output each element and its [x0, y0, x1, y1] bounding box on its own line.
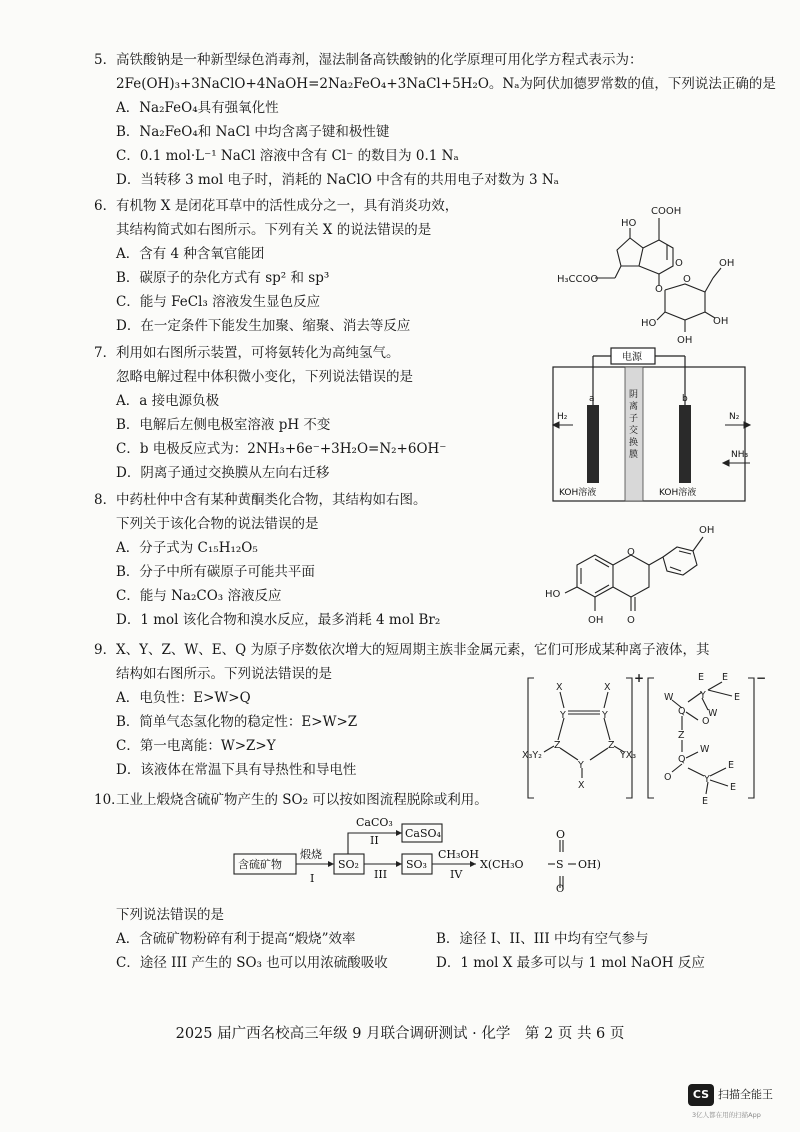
option-b: B．简单气态氢化物的稳定性：E>W>Z [116, 714, 358, 730]
q10-flow-diagram [230, 812, 650, 895]
struct-label: OH [719, 258, 735, 269]
option-d: D．当转移 3 mol 电子时，消耗的 NaClO 中含有的共用电子对数为 3 Nₐ [116, 172, 559, 188]
struct-label: Z [554, 740, 561, 751]
struct-label: OH [588, 615, 604, 626]
membrane-char: 换 [629, 438, 639, 448]
struct-label: Y [700, 690, 706, 701]
question-7 [94, 341, 446, 485]
struct-label: Q [678, 754, 686, 765]
question-number: 7． [94, 345, 117, 361]
option-a: A．a 接电源负极 [116, 393, 220, 409]
question-line1: 中药杜仲中含有某种黄酮类化合物，其结构如右图。 [116, 492, 427, 508]
option-b: B．电解后左侧电极室溶液 pH 不变 [116, 417, 331, 433]
flow-caco3: CaCO₃ [356, 816, 393, 829]
option-c: C．b 电极反应式为：2NH₃+6e⁻+3H₂O=N₂+6OH⁻ [116, 441, 447, 457]
flow-product-suffix: OH) [578, 858, 601, 871]
membrane-char: 离 [629, 402, 639, 412]
question-5 [94, 48, 776, 192]
flow-product-s: S [556, 858, 564, 871]
struct-label: O [664, 772, 672, 783]
q8-structure-diagram [545, 515, 735, 635]
option-d: D．阴离子通过交换膜从左向右迁移 [116, 465, 330, 481]
question-line2: 忽略电解过程中体积微小变化，下列说法错误的是 [116, 369, 413, 385]
struct-label: X [556, 682, 563, 693]
membrane-char: 交 [629, 426, 639, 436]
struct-label: HO [621, 218, 637, 229]
question-line1: X、Y、Z、W、E、Q 为原子序数依次增大的短周期主族非金属元素，它们可形成某种离子液体，其 [116, 642, 710, 658]
electrode-a [587, 405, 599, 483]
cs-logo-icon: CS [688, 1084, 714, 1106]
q7-electrolysis-cell [545, 345, 755, 505]
option-b: B．Na₂FeO₄和 NaCl 中均含离子键和极性键 [116, 124, 390, 140]
option-a: A．Na₂FeO₄具有强氧化性 [116, 100, 279, 116]
flow-product-prefix: X(CH₃O [480, 858, 524, 871]
flow-step-1: I [310, 872, 315, 885]
flow-step-2: II [370, 834, 379, 847]
struct-label: E [730, 782, 737, 793]
flow-step-4: IV [450, 868, 463, 881]
struct-label: W [664, 692, 674, 703]
question-number: 9． [94, 642, 117, 658]
flow-caso4: CaSO₄ [405, 827, 441, 840]
question-line1: 工业上煅烧含硫矿物产生的 SO₂ 可以按如图流程脱除或利用。 [116, 792, 488, 808]
option-d: D．该液体在常温下具有导热性和导电性 [116, 762, 357, 778]
struct-label: Z [608, 740, 615, 751]
question-6 [94, 194, 458, 338]
struct-label: O [683, 274, 691, 285]
struct-label: E [728, 760, 735, 771]
membrane-char: 膜 [629, 450, 639, 460]
option-c: C．0.1 mol·L⁻¹ NaCl 溶液中含有 Cl⁻ 的数目为 0.1 Nₐ [116, 148, 459, 164]
option-c: C．第一电离能：W>Z>Y [116, 738, 276, 754]
page-footer: 2025 届广西名校高三年级 9 月联合调研测试 · 化学 第 2 页 共 6 页 [175, 1026, 625, 1042]
struct-label: Y [602, 710, 608, 721]
struct-label: E [702, 796, 709, 807]
option-a: A．含有 4 种含氧官能团 [116, 246, 265, 262]
question-intro: 高铁酸钠是一种新型绿色消毒剂，湿法制备高铁酸钠的化学原理可用化学方程式表示为： [116, 52, 643, 68]
question-number: 5． [94, 52, 117, 68]
flow-so2: SO₂ [338, 858, 359, 871]
n2-label: N₂ [729, 412, 740, 422]
question-line1: 利用如右图所示装置，可将氨转化为高纯氢气。 [116, 345, 400, 361]
right-solution-label: KOH溶液 [659, 488, 697, 498]
question-line2: 结构如右图所示。下列说法错误的是 [116, 666, 332, 682]
question-line2: 下列说法错误的是 [116, 907, 224, 923]
question-number: 6． [94, 198, 117, 214]
nh3-label: NH₃ [731, 450, 749, 460]
question-line1: 有机物 X 是闭花耳草中的活性成分之一，具有消炎功效， [116, 198, 459, 214]
struct-label: COOH [651, 206, 682, 217]
struct-label: O [627, 547, 635, 558]
question-10-options [94, 903, 756, 975]
membrane-char: 阴 [629, 390, 639, 400]
anion-charge: − [756, 671, 767, 685]
electrode-b [679, 405, 691, 483]
question-10 [94, 788, 488, 812]
question-8 [94, 488, 440, 632]
question-equation: 2Fe(OH)₃+3NaClO+4NaOH=2Na₂FeO₄+3NaCl+5H₂O。Nₐ为阿伏加德罗常数的值，下列说法正确的是 [116, 76, 776, 92]
flow-so3: SO₃ [406, 858, 427, 871]
option-c: C．能与 Na₂CO₃ 溶液反应 [116, 588, 282, 604]
struct-label: O [627, 615, 635, 626]
flow-product-o-top: O [556, 828, 566, 841]
flow-step-3: III [374, 868, 388, 881]
struct-label: YX₃ [620, 750, 637, 761]
flow-ch3oh: CH₃OH [438, 848, 480, 861]
option-a: A．电负性：E>W>Q [116, 690, 251, 706]
struct-label: HO [545, 589, 561, 600]
cation-charge: + [634, 671, 645, 685]
power-label: 电源 [622, 352, 642, 363]
left-solution-label: KOH溶液 [559, 488, 597, 498]
struct-label: E [698, 672, 705, 683]
question-number: 8． [94, 492, 117, 508]
struct-label: O [655, 284, 663, 295]
option-b: B．分子中所有碳原子可能共平面 [116, 564, 315, 580]
struct-label: OH [677, 335, 693, 346]
question-line2: 下列关于该化合物的说法错误的是 [116, 516, 319, 532]
electrode-a-label: a [589, 394, 595, 404]
struct-label: E [734, 692, 741, 703]
option-c: C．途径 III 产生的 SO₃ 也可以用浓硫酸吸收 [116, 955, 388, 971]
struct-label: OH [713, 316, 729, 327]
option-b: B．碳原子的杂化方式有 sp² 和 sp³ [116, 270, 330, 286]
q6-structure-diagram [555, 200, 740, 345]
struct-label: Y [560, 710, 566, 721]
flow-ore: 含硫矿物 [238, 858, 282, 871]
struct-label: O [675, 258, 683, 269]
option-a: A．含硫矿物粉碎有利于提高“煅烧”效率 [116, 931, 356, 947]
membrane-char: 子 [629, 414, 639, 424]
option-d: D．在一定条件下能发生加聚、缩聚、消去等反应 [116, 318, 411, 334]
struct-label: Q [678, 706, 686, 717]
option-c: C．能与 FeCl₃ 溶液发生显色反应 [116, 294, 321, 310]
electrode-b-label: b [682, 394, 688, 404]
struct-label: HO [641, 318, 657, 329]
struct-label: Y [578, 760, 584, 771]
struct-label: Y [704, 774, 710, 785]
h2-label: H₂ [557, 412, 568, 422]
q9-structure-diagram [522, 668, 767, 808]
struct-label: H₃CCOO [557, 274, 599, 285]
watermark-tagline: 3亿人都在用的扫描App [692, 1111, 761, 1119]
option-a: A．分子式为 C₁₅H₁₂O₅ [116, 540, 258, 556]
option-b: B．途径 I、II、III 中均有空气参与 [436, 931, 649, 947]
struct-label: E [722, 672, 729, 683]
struct-label: W [708, 708, 718, 719]
struct-label: X [604, 682, 611, 693]
option-d: D．1 mol X 最多可以与 1 mol NaOH 反应 [436, 955, 705, 971]
question-number: 10． [94, 792, 125, 808]
flow-calcine: 煅烧 [300, 848, 322, 861]
camscanner-watermark [688, 1082, 792, 1122]
watermark-name: 扫描全能王 [718, 1088, 773, 1101]
struct-label: OH [699, 525, 715, 536]
struct-label: W [700, 744, 710, 755]
struct-label: X [578, 780, 585, 791]
option-d: D．1 mol 该化合物和溴水反应，最多消耗 4 mol Br₂ [116, 612, 441, 628]
struct-label: X₃Y₂ [522, 750, 542, 761]
question-line2: 其结构简式如右图所示。下列有关 X 的说法错误的是 [116, 222, 432, 238]
flow-product-o-bottom: O [556, 884, 565, 895]
struct-label: O [702, 716, 710, 727]
struct-label: Z [678, 730, 685, 741]
